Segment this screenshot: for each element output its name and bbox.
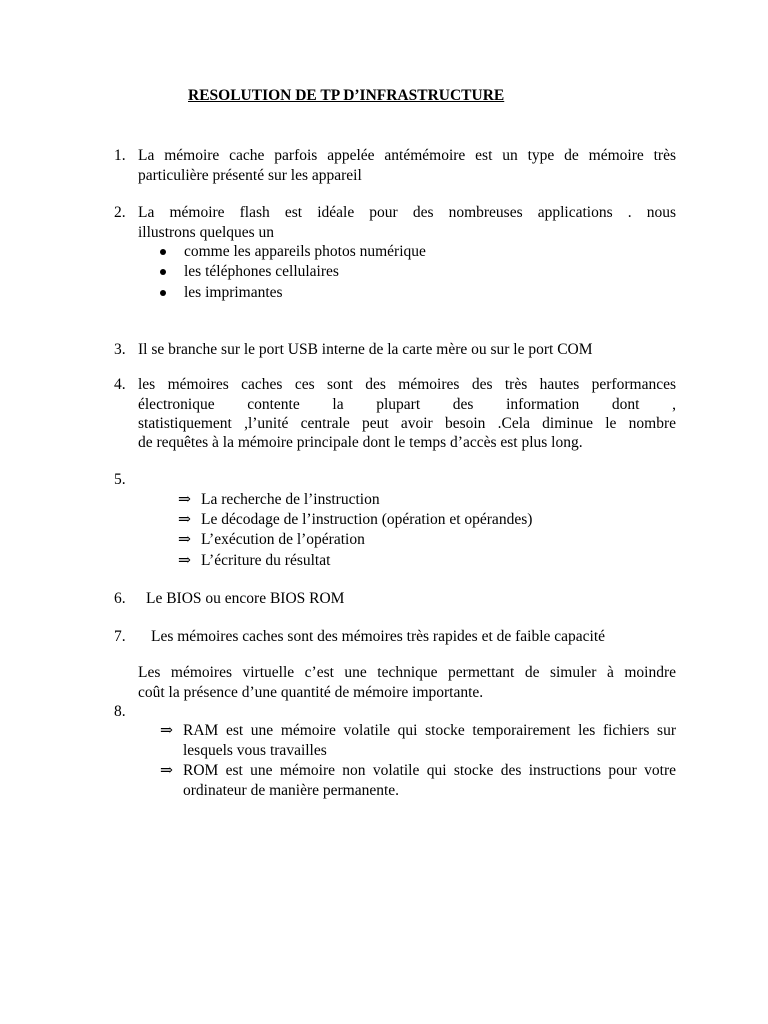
step-text: La recherche de l’instruction	[201, 491, 380, 508]
item-number: 5.	[114, 471, 126, 488]
item-line: de requêtes à la mémoire principale dont le temps d’accès est plus long.	[138, 434, 583, 451]
arrow-icon: ⇒	[178, 552, 191, 569]
item-number: 2.	[114, 204, 126, 221]
arrow-icon: ⇒	[160, 722, 173, 739]
item-line: coût la présence d’une quantité de mémoire importante.	[138, 684, 484, 701]
step-item	[178, 490, 380, 510]
document-title: RESOLUTION DE TP D’INFRASTRUCTURE	[188, 87, 505, 104]
item-line: Il se branche sur le port USB interne de la carte mère ou sur le port COM	[138, 341, 593, 358]
item-line: Les mémoires caches sont des mémoires très rapides et de faible capacité	[151, 628, 606, 645]
bullet-item: les téléphones cellulaires	[184, 263, 339, 280]
step-text: Le décodage de l’instruction (opération et opérandes)	[201, 511, 533, 528]
bullet-item: comme les appareils photos numérique	[184, 243, 426, 260]
arrow-icon: ⇒	[178, 531, 191, 548]
step-item	[178, 510, 532, 530]
item-line: Les mémoires virtuelle c’est une technique permettant de simuler à moindre	[138, 664, 676, 681]
step-text: L’exécution de l’opération	[201, 531, 365, 548]
item-number: 1.	[114, 147, 126, 164]
item-number: 3.	[114, 341, 126, 358]
arrow-icon: ⇒	[160, 762, 173, 779]
item-number: 7.	[114, 628, 126, 645]
item-line: illustrons quelques un	[138, 224, 275, 241]
step-item	[178, 530, 365, 550]
item-line: statistiquement ,l’unité centrale peut avoir besoin .Cela diminue le nombre	[138, 415, 676, 432]
bullet-item: les imprimantes	[184, 284, 283, 301]
item-line: les mémoires caches ces sont des mémoires des très hautes performances	[138, 376, 676, 393]
item-number: 8.	[114, 703, 126, 720]
step-text: L’écriture du résultat	[201, 552, 331, 569]
item-line: particulière présenté sur les appareil	[138, 167, 362, 184]
point-item	[160, 761, 676, 801]
point-text: ROM est une mémoire non volatile qui stocke des instructions pour votre ordinateur de manière permanente.	[183, 762, 676, 799]
item-line: La mémoire flash est idéale pour des nombreuses applications . nous	[138, 204, 676, 221]
point-item	[160, 721, 676, 761]
item-line: La mémoire cache parfois appelée antémémoire est un type de mémoire très	[138, 147, 676, 164]
item-number: 4.	[114, 376, 126, 393]
item-line: électronique contente la plupart des information dont ,	[138, 396, 676, 413]
step-item	[178, 551, 330, 571]
point-text: RAM est une mémoire volatile qui stocke temporairement les fichiers sur lesquels vous travailles	[183, 722, 676, 759]
item-line: Le BIOS ou encore BIOS ROM	[146, 590, 345, 607]
item-number: 6.	[114, 590, 126, 607]
arrow-icon: ⇒	[178, 491, 191, 508]
arrow-icon: ⇒	[178, 511, 191, 528]
